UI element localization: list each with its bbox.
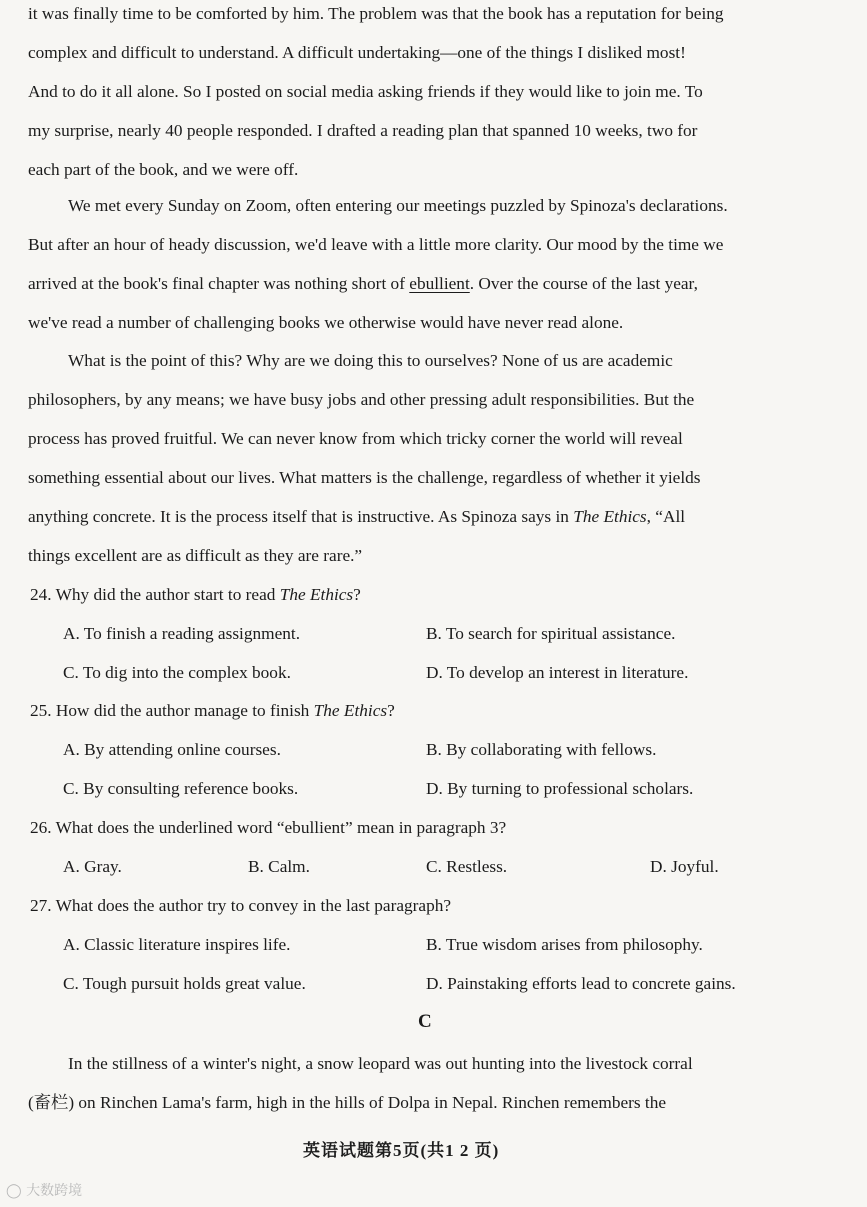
option-26-b[interactable]: B. Calm.	[248, 857, 310, 876]
page-footer: 英语试题第5页(共1 2 页)	[303, 1141, 500, 1160]
option-26-d[interactable]: D. Joyful.	[650, 857, 719, 876]
text-line: each part of the book, and we were off.	[28, 160, 299, 179]
option-27-d[interactable]: D. Painstaking efforts lead to concrete gains.	[426, 974, 736, 993]
text-line: process has proved fruitful. We can never know from which tricky corner the world will reveal	[28, 429, 683, 448]
text-line	[28, 264, 820, 303]
text-line: things excellent are as difficult as they are rare.”	[28, 546, 363, 565]
text-line: (畜栏) on Rinchen Lama's farm, high in the hills of Dolpa in Nepal. Rinchen remembers the	[28, 1093, 667, 1112]
watermark-text: 大数跨境	[26, 1183, 83, 1199]
text-line: philosophers, by any means; we have busy jobs and other pressing adult responsibilities. But the	[28, 390, 695, 409]
text-segment: arrived at the book's final chapter was nothing short of	[28, 274, 410, 293]
question-stem-end: ?	[353, 585, 361, 604]
section-heading-c: C	[418, 1011, 432, 1032]
text-line: And to do it all alone. So I posted on social media asking friends if they would like to join me. To	[28, 82, 703, 101]
text-line: In the stillness of a winter's night, a snow leopard was out hunting into the livestock corral	[68, 1054, 693, 1073]
option-27-a[interactable]: A. Classic literature inspires life.	[63, 935, 291, 954]
book-title: The Ethics	[573, 507, 647, 526]
paragraph-4	[28, 341, 820, 575]
option-25-d[interactable]: D. By turning to professional scholars.	[426, 779, 694, 798]
text-line	[28, 497, 820, 536]
book-title: The Ethics	[279, 585, 354, 604]
watermark-logo-icon: ◯	[6, 1183, 22, 1199]
option-24-d[interactable]: D. To develop an interest in literature.	[426, 663, 689, 682]
question-stem: 25. How did the author manage to finish	[30, 701, 314, 720]
question-25	[30, 701, 395, 721]
text-segment: anything concrete. It is the process itself that is instructive. As Spinoza says in	[28, 507, 574, 526]
text-line: something essential about our lives. What matters is the challenge, regardless of whether it yields	[28, 468, 701, 487]
option-27-b[interactable]: B. True wisdom arises from philosophy.	[426, 935, 703, 954]
paragraph-c1	[28, 1044, 820, 1122]
question-stem: 27. What does the author try to convey in the last paragraph?	[30, 896, 452, 915]
text-line: it was finally time to be comforted by him. The problem was that the book has a reputation for being	[28, 4, 724, 23]
question-24	[30, 585, 361, 605]
question-stem-end: ?	[387, 701, 395, 720]
question-27	[30, 896, 451, 916]
option-26-c[interactable]: C. Restless.	[426, 857, 508, 876]
option-24-a[interactable]: A. To finish a reading assignment.	[63, 624, 301, 643]
option-25-c[interactable]: C. By consulting reference books.	[63, 779, 299, 798]
option-25-a[interactable]: A. By attending online courses.	[63, 740, 281, 759]
book-title: The Ethics	[313, 701, 388, 720]
option-24-c[interactable]: C. To dig into the complex book.	[63, 663, 291, 682]
question-26	[30, 818, 506, 838]
text-line: my surprise, nearly 40 people responded. I drafted a reading plan that spanned 10 weeks, two for	[28, 121, 698, 140]
text-segment: , “All	[646, 507, 686, 526]
option-26-a[interactable]: A. Gray.	[63, 857, 122, 876]
question-stem: 24. Why did the author start to read	[30, 585, 280, 604]
paragraph-3	[28, 186, 820, 342]
option-27-c[interactable]: C. Tough pursuit holds great value.	[63, 974, 306, 993]
paragraph-continued	[28, 0, 820, 189]
text-line: What is the point of this? Why are we doing this to ourselves? None of us are academic	[68, 351, 673, 370]
option-24-b[interactable]: B. To search for spiritual assistance.	[426, 624, 676, 643]
underlined-word: ebullient	[409, 274, 470, 293]
text-line: we've read a number of challenging books we otherwise would have never read alone.	[28, 313, 624, 332]
watermark	[6, 1180, 82, 1200]
text-line: complex and difficult to understand. A difficult undertaking—one of the things I disliked most!	[28, 43, 686, 62]
text-line: But after an hour of heady discussion, we'd leave with a little more clarity. Our mood by the time we	[28, 235, 724, 254]
question-stem: 26. What does the underlined word “ebullient” mean in paragraph 3?	[30, 818, 507, 837]
option-25-b[interactable]: B. By collaborating with fellows.	[426, 740, 657, 759]
text-segment: . Over the course of the last year,	[469, 274, 698, 293]
text-line: We met every Sunday on Zoom, often entering our meetings puzzled by Spinoza's declarations.	[68, 196, 728, 215]
